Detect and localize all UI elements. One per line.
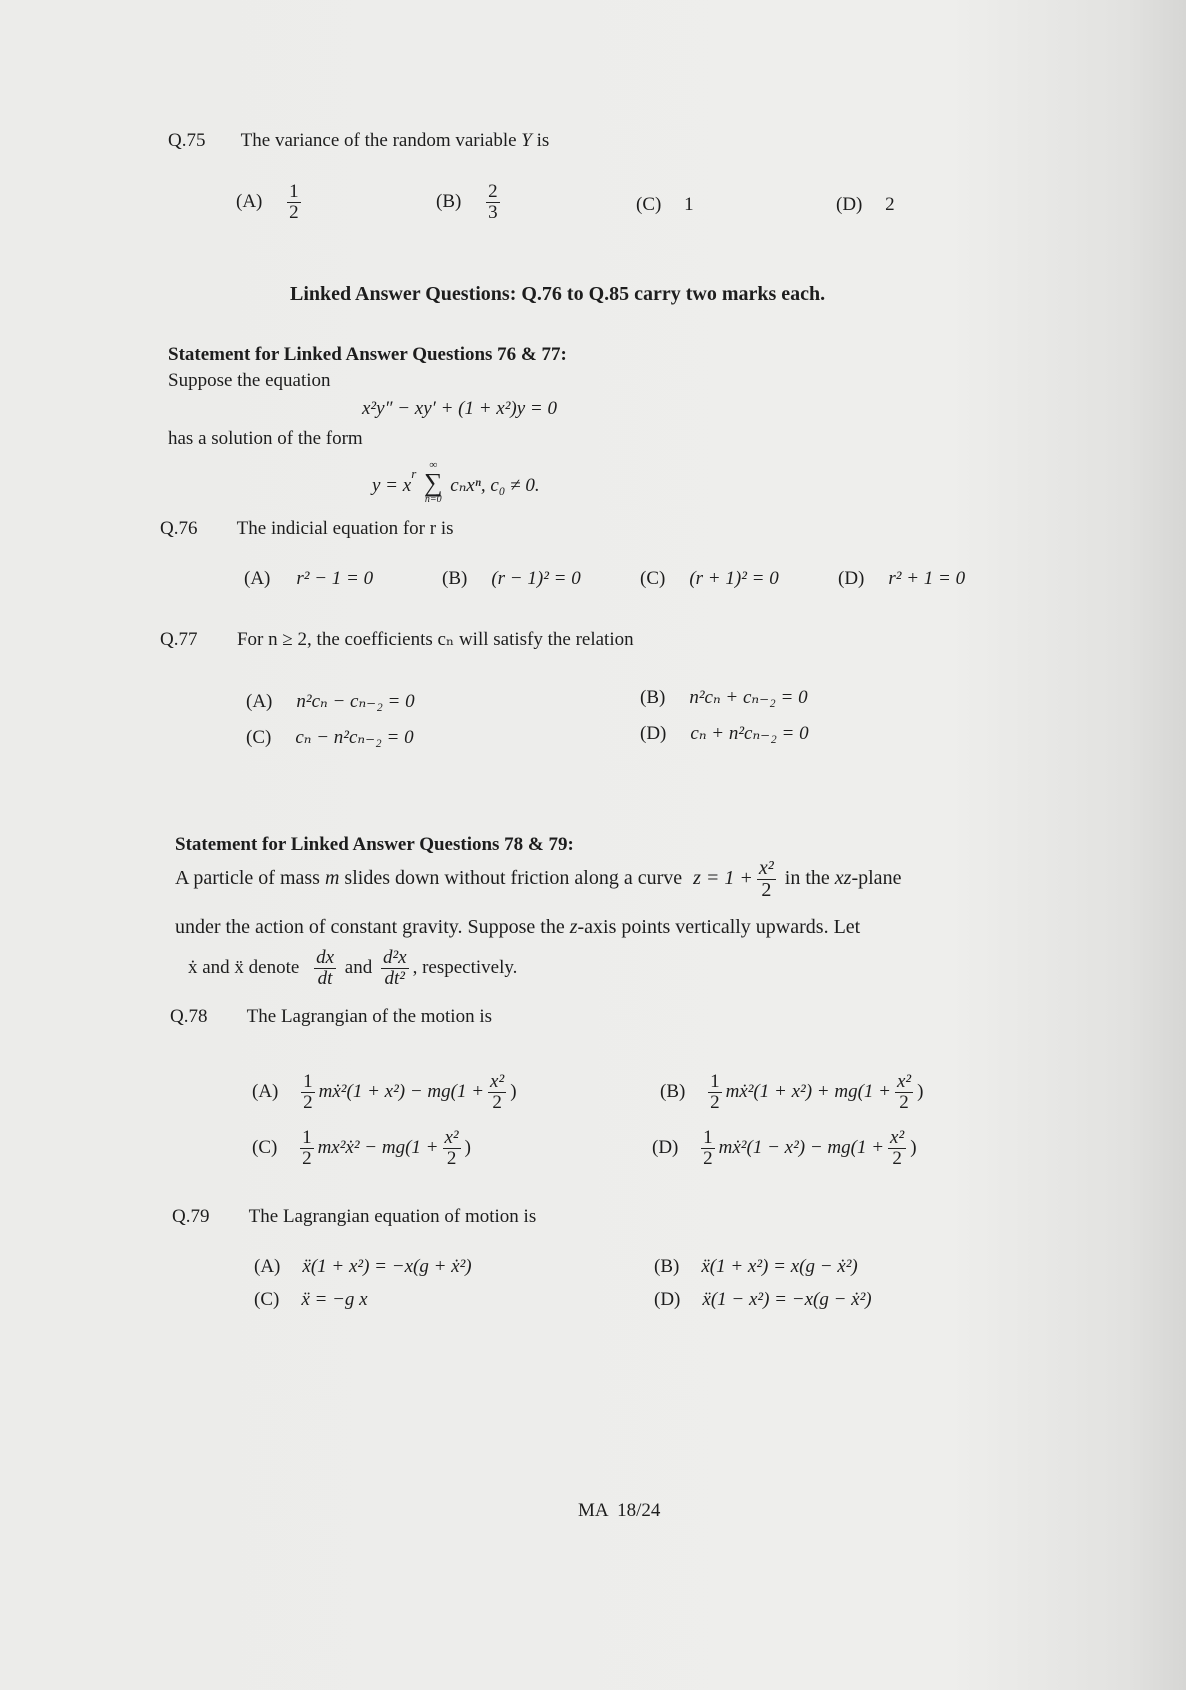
option-79-b: (B) ẍ(1 + x²) = x(g − ẋ²) [654,1256,858,1277]
option-75-b: (B) $\frac{2}{3}$ [436,181,498,223]
fraction: $\frac{1}{2}$ [703,1127,713,1169]
series-solution: $y = x^r$ ∞ ∑ n=0 cₙxⁿ, c₀ ≠ 0. [372,459,540,505]
option-79-a: (A) ẍ(1 + x²) = −x(g + ẋ²) [254,1256,472,1277]
summation-sign: ∞ ∑ n=0 [424,459,443,505]
statement-78-79-line1: A particle of mass m slides down without friction along a curve z = 1 + $\frac{\text{x²}}{2}$ in the xz-plane [175,857,902,901]
differential-equation: x²y″ − xy′ + (1 + x²)y = 0 [362,398,558,419]
fraction: $\frac{\text{x²}}{2}$ [444,1127,459,1169]
option-75-d: (D) 2 [836,194,895,215]
fraction: $\frac{\text{x²}}{2}$ [758,857,774,901]
linked-answer-header: Linked Answer Questions: Q.76 to Q.85 carry two marks each. [290,283,826,305]
page-footer: MA 18/24 [578,1500,661,1521]
question-number: Q.75 [168,130,206,151]
option-75-c: (C) 1 [636,194,694,215]
fraction: $\frac{1}{2}$ [710,1071,720,1113]
fraction: $\frac{\text{d²x}}{\text{dt²}}$ [382,947,407,989]
fraction: $\frac{\text{x²}}{2}$ [890,1127,905,1169]
option-78-b: (B) $\frac{1}{2}$ mẋ²(1 + x²) + mg(1 + $\frac{\text{x²}}{2}$ ) [660,1071,924,1113]
statement-78-79-title: Statement for Linked Answer Questions 78 & 79: [175,834,574,855]
question-79-stem: Q.79 The Lagrangian equation of motion is [172,1206,537,1227]
question-number: Q.77 [160,629,198,650]
statement-76-77-line2: has a solution of the form [168,428,363,449]
option-78-d: (D) $\frac{1}{2}$ mẋ²(1 − x²) − mg(1 + $\frac{\text{x²}}{2}$ ) [652,1127,917,1169]
option-77-d: (D) cₙ + n²cₙ₋₂ = 0 [640,723,809,744]
fraction: $\frac{1}{2}$ [302,1127,312,1169]
option-78-a: (A) $\frac{1}{2}$ mẋ²(1 + x²) − mg(1 + $\frac{\text{x²}}{2}$ ) [252,1071,517,1113]
fraction: $\frac{\text{x²}}{2}$ [490,1071,505,1113]
option-79-d: (D) ẍ(1 − x²) = −x(g − ẋ²) [654,1289,872,1310]
statement-76-77-title: Statement for Linked Answer Questions 76 & 77: [168,344,567,365]
fraction: $\frac{1}{2}$ [303,1071,313,1113]
fraction: $\frac{2}{3}$ [488,181,498,223]
question-75-stem: Q.75 The variance of the random variable Y is [168,130,550,151]
option-76-b: (B) (r − 1)² = 0 [442,568,581,589]
option-79-c: (C) ẍ = −g x [254,1289,368,1310]
fraction: $\frac{1}{2}$ [289,181,299,223]
option-78-c: (C) $\frac{1}{2}$ mx²ẋ² − mg(1 + $\frac{\text{x²}}{2}$ ) [252,1127,471,1169]
fraction: $\frac{\text{x²}}{2}$ [896,1071,912,1113]
question-number: Q.79 [172,1206,210,1227]
option-76-a: (A) r² − 1 = 0 [244,568,374,589]
statement-76-77-line1: Suppose the equation [168,370,331,391]
question-number: Q.76 [160,518,198,539]
question-76-stem: Q.76 The indicial equation for r is [160,518,454,539]
question-77-stem: Q.77 For n ≥ 2, the coefficients cₙ will satisfy the relation [160,629,634,650]
option-77-b: (B) n²cₙ + cₙ₋₂ = 0 [640,687,808,708]
statement-78-79-line2: under the action of constant gravity. Suppose the z-axis points vertically upwards. Let [175,916,861,938]
option-76-d: (D) r² + 1 = 0 [838,568,966,589]
option-76-c: (C) (r + 1)² = 0 [640,568,779,589]
option-75-a: (A) $\frac{1}{2}$ [236,181,299,223]
option-77-c: (C) cₙ − n²cₙ₋₂ = 0 [246,727,414,748]
question-78-stem: Q.78 The Lagrangian of the motion is [170,1006,493,1027]
question-number: Q.78 [170,1006,208,1027]
option-77-a: (A) n²cₙ − cₙ₋₂ = 0 [246,691,415,712]
fraction: $\frac{dx}{dt}$ [316,947,335,989]
statement-78-79-line3: ẋ and ẍ denote $\frac{dx}{dt}$ and $\frac{\text{d²x}}{\text{dt²}}$ , respectively. [188,947,518,989]
